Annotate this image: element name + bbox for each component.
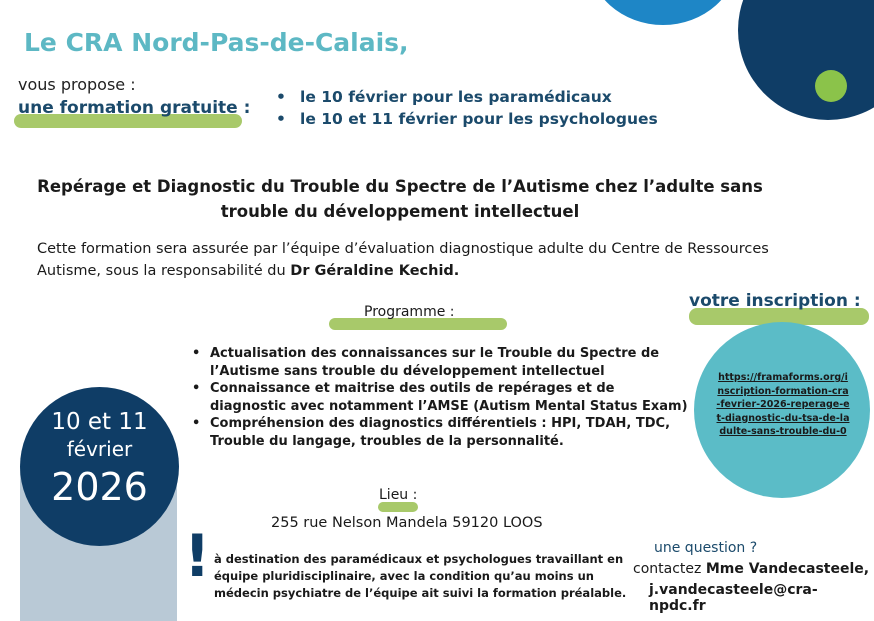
intro-text: vous propose :	[18, 75, 136, 94]
main-title: Repérage et Diagnostic du Trouble du Spectre de l’Autisme chez l’adulte sans trouble du développement intellectuel	[37, 177, 763, 221]
audience-note: à destination des paramédicaux et psychologues travaillant en équipe pluridisciplinaire, avec la condition qu’au moins un médecin psychiatre de l’équipe ait suivi la formation préalable.	[214, 552, 627, 600]
exclamation-icon: !	[184, 522, 211, 590]
contact-line	[633, 561, 869, 577]
decor-dot-lime	[815, 70, 847, 102]
date-item: • le 10 février pour les paramédicaux	[276, 88, 658, 106]
responsible-name: Dr Géraldine Kechid.	[290, 263, 460, 279]
address: 255 rue Nelson Mandela 59120 LOOS	[271, 515, 543, 531]
inscription-label: votre inscription :	[689, 291, 861, 311]
programme-item: • Actualisation des connaissances sur le Trouble du Spectre de l’Autisme sans trouble du développement intellectuel	[188, 345, 688, 380]
contact-name: Mme Vandecasteele,	[705, 561, 870, 577]
date-circle	[20, 387, 179, 546]
date-month: février	[66, 437, 133, 461]
date-item: • le 10 et 11 février pour les psychologues	[276, 110, 658, 128]
decor-circle-navy	[738, 0, 874, 120]
page-title: Le CRA Nord-Pas-de-Calais,	[24, 28, 409, 57]
lieu-label: Lieu :	[379, 487, 418, 503]
description-text: Cette formation sera assurée par l’équipe d’évaluation diagnostique adulte du Centre de Ressources Autisme, sous la responsabilité du	[37, 241, 769, 279]
date-year: 2026	[51, 465, 148, 509]
programme-list	[188, 345, 688, 450]
description	[37, 238, 837, 282]
decor-circle-blue	[588, 0, 738, 25]
inscription-link[interactable]: https://framaforms.org/inscription-formation-cra-fevrier-2026-reperage-et-diagnostic-du-tsa-de-ladulte-sans-trouble-du-0	[716, 372, 850, 437]
highlight-lieu	[378, 502, 418, 512]
formation-label: une formation gratuite :	[18, 98, 251, 118]
question-label: une question ?	[654, 540, 758, 556]
programme-label: Programme :	[364, 304, 455, 320]
contact-email[interactable]: j.vandecasteele@cra-npdc.fr	[649, 582, 818, 614]
programme-item: • Connaissance et maitrise des outils de repérages et de diagnostic avec notamment l’AMSE (Autism Mental Status Exam)	[188, 380, 688, 415]
dates-list	[276, 88, 658, 132]
date-days: 10 et 11	[51, 409, 148, 435]
programme-item: • Compréhension des diagnostics différentiels : HPI, TDAH, TDC, Trouble du langage, troubles de la personnalité.	[188, 415, 688, 450]
contact-prefix: contactez	[633, 561, 702, 577]
